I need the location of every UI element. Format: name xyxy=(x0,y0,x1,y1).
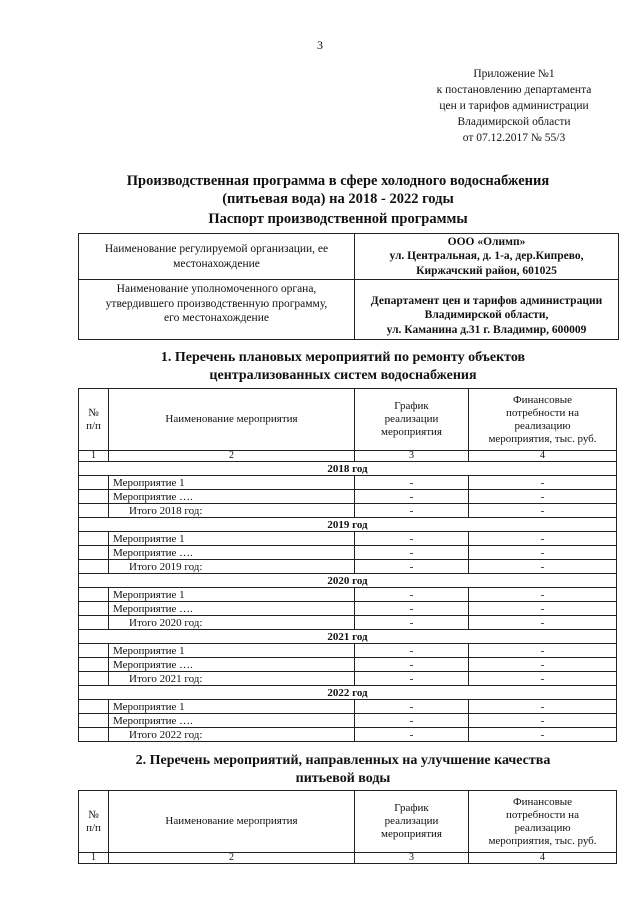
measure-name-cell: Итого 2019 год: xyxy=(109,560,355,574)
measure-name-cell: Итого 2021 год: xyxy=(109,672,355,686)
passport-value-line: ООО «Олимп» xyxy=(447,235,526,248)
row-number-cell xyxy=(79,504,109,518)
column-number-cell: 1 xyxy=(79,853,109,864)
header-line: потребности на xyxy=(506,406,579,419)
header-finance-cell xyxy=(469,389,617,451)
schedule-cell: - xyxy=(355,658,469,672)
year-header-row xyxy=(79,462,617,476)
table-total-row xyxy=(79,560,617,574)
finance-cell: - xyxy=(469,546,617,560)
table-row xyxy=(79,644,617,658)
row-number-cell xyxy=(79,588,109,602)
year-header-row xyxy=(79,518,617,532)
header-finance-cell xyxy=(469,791,617,853)
measure-name-cell: Мероприятие 1 xyxy=(109,532,355,546)
row-number-cell xyxy=(79,644,109,658)
schedule-cell: - xyxy=(355,490,469,504)
appendix-note xyxy=(400,66,628,146)
passport-value-cell xyxy=(355,234,619,280)
schedule-cell: - xyxy=(355,728,469,742)
section2-title-line: питьевой воды xyxy=(295,771,391,786)
passport-value-line: Департамент цен и тарифов администрации xyxy=(370,294,603,307)
header-line: потребности на xyxy=(506,808,579,821)
year-label: 2019 год xyxy=(79,518,617,532)
header-name-cell: Наименование мероприятия xyxy=(109,389,355,451)
page-number: 3 xyxy=(317,38,323,52)
finance-cell: - xyxy=(469,476,617,490)
document-title-line: Производственная программа в сфере холодного водоснабжения xyxy=(126,173,550,189)
row-number-cell xyxy=(79,546,109,560)
schedule-cell: - xyxy=(355,476,469,490)
header-schedule-cell xyxy=(355,389,469,451)
header-line: мероприятия, тыс. руб. xyxy=(488,432,597,445)
finance-cell: - xyxy=(469,714,617,728)
passport-row xyxy=(79,280,619,340)
table-row xyxy=(79,490,617,504)
table-total-row xyxy=(79,504,617,518)
year-header-row xyxy=(79,630,617,644)
passport-value-line: ул. Центральная, д. 1-а, дер.Кипрево, xyxy=(389,250,584,263)
header-line: № xyxy=(88,808,99,821)
row-number-cell xyxy=(79,560,109,574)
row-number-cell xyxy=(79,714,109,728)
header-line: Финансовые xyxy=(512,795,573,808)
table-header-row xyxy=(79,389,617,451)
repair-measures-table xyxy=(78,388,617,742)
schedule-cell: - xyxy=(355,602,469,616)
measure-name-cell: Итого 2018 год: xyxy=(109,504,355,518)
finance-cell: - xyxy=(469,588,617,602)
finance-cell: - xyxy=(469,658,617,672)
measure-name-cell: Мероприятие 1 xyxy=(109,644,355,658)
table-row xyxy=(79,714,617,728)
table-row xyxy=(79,700,617,714)
schedule-cell: - xyxy=(355,700,469,714)
passport-row xyxy=(79,234,619,280)
header-line: реализацию xyxy=(514,419,571,432)
passport-label-line: местонахождение xyxy=(173,257,260,270)
year-label: 2022 год xyxy=(79,686,617,700)
table-row xyxy=(79,588,617,602)
section1-title xyxy=(70,349,616,385)
header-number-cell xyxy=(79,389,109,451)
column-number-cell: 4 xyxy=(469,451,617,462)
header-line: реализации xyxy=(384,815,439,827)
row-number-cell xyxy=(79,490,109,504)
header-line: п/п xyxy=(86,821,101,834)
header-line: п/п xyxy=(86,419,101,432)
column-number-cell: 2 xyxy=(109,853,355,864)
measure-name-cell: Итого 2020 год: xyxy=(109,616,355,630)
year-header-row xyxy=(79,574,617,588)
year-label: 2020 год xyxy=(79,574,617,588)
section2-title xyxy=(70,752,616,788)
header-number-cell xyxy=(79,791,109,853)
column-number-row xyxy=(79,853,617,864)
header-line: Финансовые xyxy=(512,393,573,406)
passport-value-line: ул. Каманина д.31 г. Владимир, 600009 xyxy=(386,323,587,336)
water-quality-measures-table xyxy=(78,790,617,864)
schedule-cell: - xyxy=(355,644,469,658)
schedule-cell: - xyxy=(355,532,469,546)
finance-cell: - xyxy=(469,560,617,574)
passport-value-cell xyxy=(355,280,619,340)
passport-label-line: утвердившего производственную программу, xyxy=(105,297,328,310)
measure-name-cell: Мероприятие 1 xyxy=(109,476,355,490)
document-title-line: (питьевая вода) на 2018 - 2022 годы xyxy=(222,191,454,207)
column-number-cell: 4 xyxy=(469,853,617,864)
passport-label-line: Наименование регулируемой организации, ее xyxy=(104,243,329,255)
schedule-cell: - xyxy=(355,714,469,728)
header-line: реализации xyxy=(384,413,439,425)
schedule-cell: - xyxy=(355,616,469,630)
finance-cell: - xyxy=(469,728,617,742)
passport-table xyxy=(78,233,619,340)
row-number-cell xyxy=(79,616,109,630)
measure-name-cell: Итого 2022 год: xyxy=(109,728,355,742)
header-line: График xyxy=(394,802,429,814)
header-line: График xyxy=(394,400,429,412)
passport-label-line: его местонахождение xyxy=(164,312,269,324)
appendix-line: к постановлению департамента xyxy=(436,84,592,96)
table-row xyxy=(79,546,617,560)
finance-cell: - xyxy=(469,602,617,616)
year-header-row xyxy=(79,686,617,700)
section2-title-line: 2. Перечень мероприятий, направленных на улучшение качества xyxy=(135,753,551,768)
passport-label-cell xyxy=(79,280,355,340)
table-row xyxy=(79,602,617,616)
column-number-cell: 3 xyxy=(355,853,469,864)
header-line: мероприятия xyxy=(381,426,442,438)
table-total-row xyxy=(79,616,617,630)
column-number-cell: 1 xyxy=(79,451,109,462)
measure-name-cell: Мероприятие …. xyxy=(109,546,355,560)
appendix-line: Приложение №1 xyxy=(473,68,555,80)
row-number-cell xyxy=(79,602,109,616)
table-row xyxy=(79,532,617,546)
table-total-row xyxy=(79,672,617,686)
year-label: 2018 год xyxy=(79,462,617,476)
measure-name-cell: Мероприятие …. xyxy=(109,602,355,616)
section1-title-line: централизованных систем водоснабжения xyxy=(209,368,477,383)
measure-name-cell: Мероприятие 1 xyxy=(109,588,355,602)
appendix-line: Владимирской области xyxy=(457,116,571,128)
table-total-row xyxy=(79,728,617,742)
finance-cell: - xyxy=(469,490,617,504)
header-line: реализацию xyxy=(514,821,571,834)
passport-value-line: Владимирской области, xyxy=(424,309,549,321)
column-number-cell: 2 xyxy=(109,451,355,462)
schedule-cell: - xyxy=(355,504,469,518)
measure-name-cell: Мероприятие …. xyxy=(109,658,355,672)
measure-name-cell: Мероприятие …. xyxy=(109,714,355,728)
header-line: мероприятия xyxy=(381,828,442,840)
appendix-line: цен и тарифов администрации xyxy=(439,100,589,112)
passport-label-line: Наименование уполномоченного органа, xyxy=(116,283,317,295)
table-row xyxy=(79,476,617,490)
finance-cell: - xyxy=(469,504,617,518)
measure-name-cell: Мероприятие 1 xyxy=(109,700,355,714)
schedule-cell: - xyxy=(355,588,469,602)
table-header-row xyxy=(79,791,617,853)
row-number-cell xyxy=(79,658,109,672)
finance-cell: - xyxy=(469,532,617,546)
finance-cell: - xyxy=(469,644,617,658)
schedule-cell: - xyxy=(355,672,469,686)
column-number-row xyxy=(79,451,617,462)
row-number-cell xyxy=(79,728,109,742)
column-number-cell: 3 xyxy=(355,451,469,462)
document-title xyxy=(110,172,566,208)
header-line: мероприятия, тыс. руб. xyxy=(488,834,597,847)
schedule-cell: - xyxy=(355,560,469,574)
finance-cell: - xyxy=(469,700,617,714)
schedule-cell: - xyxy=(355,546,469,560)
appendix-line: от 07.12.2017 № 55/3 xyxy=(462,132,566,144)
passport-value-line: Киржачский район, 601025 xyxy=(416,264,557,277)
table-row xyxy=(79,658,617,672)
passport-heading: Паспорт производственной программы xyxy=(208,211,468,227)
row-number-cell xyxy=(79,532,109,546)
measure-name-cell: Мероприятие …. xyxy=(109,490,355,504)
passport-label-cell xyxy=(79,234,355,280)
row-number-cell xyxy=(79,700,109,714)
header-line: № xyxy=(88,406,99,419)
header-name-cell: Наименование мероприятия xyxy=(109,791,355,853)
finance-cell: - xyxy=(469,672,617,686)
year-label: 2021 год xyxy=(79,630,617,644)
finance-cell: - xyxy=(469,616,617,630)
header-schedule-cell xyxy=(355,791,469,853)
section1-title-line: 1. Перечень плановых мероприятий по ремонту объектов xyxy=(160,350,526,365)
row-number-cell xyxy=(79,672,109,686)
row-number-cell xyxy=(79,476,109,490)
